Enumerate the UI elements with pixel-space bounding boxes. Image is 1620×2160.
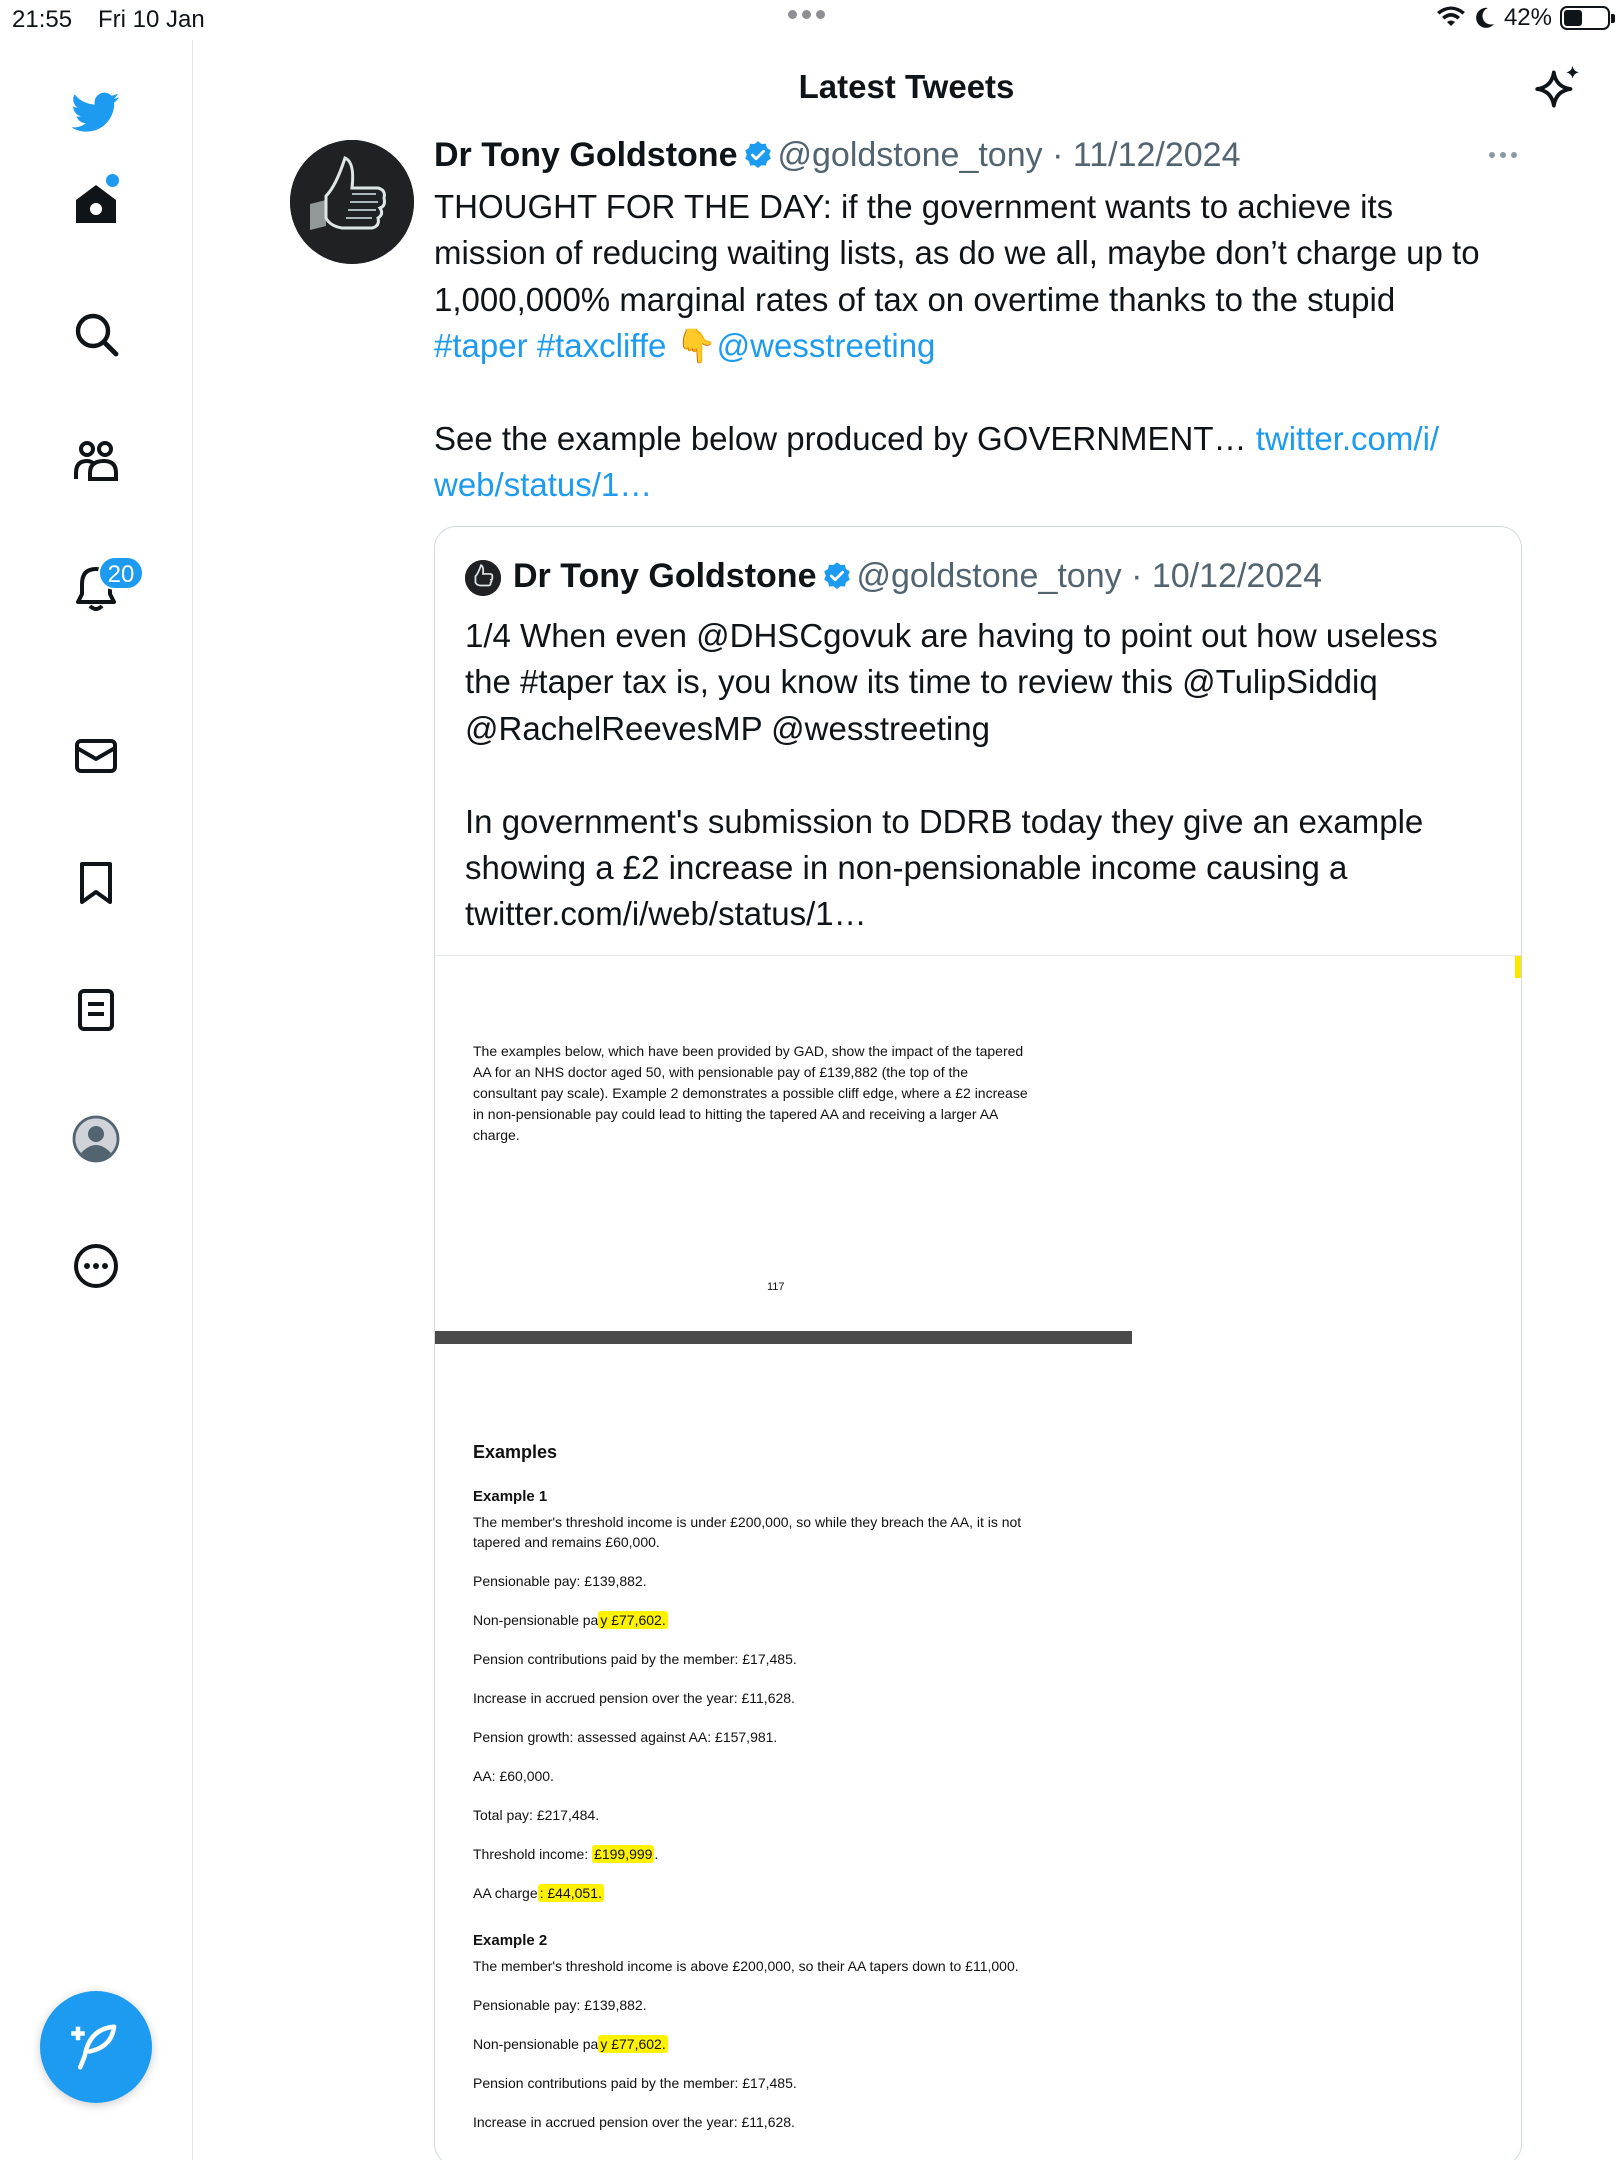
status-link[interactable]: twitter.com/i/ (1255, 420, 1440, 458)
quote-date: 10/12/2024 (1151, 557, 1323, 595)
quote-line: 1/4 When even @DHSCgovuk are having to point out how useless (465, 617, 1438, 654)
page-title: Latest Tweets (798, 68, 1015, 105)
doc-line (473, 1844, 658, 1864)
multitasking-dots-icon[interactable] (788, 10, 825, 19)
status-link[interactable]: web/status/1… (434, 466, 653, 504)
doc-line (473, 2034, 668, 2054)
sidebar-item-more[interactable] (68, 1238, 124, 1294)
quote-header (513, 557, 1322, 596)
highlighted-value: y £77,602. (600, 2036, 666, 2052)
sidebar-item-explore[interactable] (68, 306, 124, 362)
doc-text: Threshold income: (473, 1846, 593, 1862)
hashtag-link[interactable]: #taper (434, 327, 528, 365)
tweet-line (434, 323, 1534, 369)
document-screenshot-image[interactable] (435, 955, 1522, 2160)
tweet-line: THOUGHT FOR THE DAY: if the government wants to achieve its (434, 188, 1394, 225)
list-icon (72, 986, 120, 1034)
doc-line: Pension contributions paid by the member: £17,485. (473, 1651, 797, 1667)
quote-author-name: Dr Tony Goldstone (513, 557, 817, 595)
highlighted-value: £199,999 (594, 1846, 653, 1862)
twitter-logo-icon[interactable] (68, 84, 124, 140)
doc-line: Pension growth: assessed against AA: £157,981. (473, 1729, 778, 1745)
author-avatar[interactable] (290, 140, 414, 264)
sparkle-icon[interactable] (1533, 64, 1583, 114)
quote-blank-line (465, 752, 1505, 798)
highlighted-value: : £44,051. (539, 1885, 602, 1901)
avatar-icon (72, 1115, 120, 1163)
document-intro-paragraph (473, 1041, 1113, 1146)
doc-line: charge. (473, 1127, 520, 1143)
doc-line: Total pay: £217,484. (473, 1807, 600, 1823)
sidebar-item-messages[interactable] (68, 728, 124, 784)
highlight-mark (1515, 956, 1521, 978)
verified-badge-icon (822, 561, 852, 591)
quote-line: twitter.com/i/web/status/1… (465, 895, 867, 933)
tweet-line-text: See the example below produced by GOVERNMENT… (434, 420, 1256, 458)
page-divider (435, 1331, 1132, 1344)
doc-line (473, 1610, 668, 1630)
author-handle[interactable]: @goldstone_tony (777, 136, 1043, 174)
doc-line: in non-pensionable pay could lead to hitting the tapered AA and receiving a larger AA (473, 1106, 999, 1122)
status-date: Fri 10 Jan (98, 6, 205, 33)
quote-line: showing a £2 increase in non-pensionable income causing a (465, 849, 1348, 887)
compose-feather-icon (69, 2020, 123, 2074)
status-time: 21:55 (12, 6, 73, 33)
mention-link[interactable]: @wesstreeting (716, 327, 936, 365)
author-name[interactable]: Dr Tony Goldstone (434, 136, 738, 174)
envelope-icon (72, 732, 120, 780)
tweet-line: 1,000,000% marginal rates of tax on overtime thanks to the stupid (434, 280, 1396, 318)
doc-line: Pensionable pay: £139,882. (473, 1573, 647, 1589)
quote-line: the #taper tax is, you know its time to review this @TulipSiddiq (465, 663, 1378, 701)
doc-line: AA for an NHS doctor aged 50, with pensionable pay of £139,882 (the top of the (473, 1064, 969, 1080)
home-new-dot (106, 174, 119, 187)
doc-line: tapered and remains £60,000. (473, 1534, 660, 1550)
pointing-down-emoji: 👇 (675, 327, 717, 365)
doc-line: Pensionable pay: £139,882. (473, 1997, 647, 2013)
search-icon (72, 310, 120, 358)
battery-percentage: 42% (1503, 4, 1552, 31)
doc-line (473, 1883, 604, 1903)
hashtag-link[interactable]: #taxcliffe (536, 327, 667, 365)
tweet-date[interactable]: 11/12/2024 (1072, 136, 1241, 174)
page-number: 117 (767, 1281, 785, 1293)
status-indicators (1436, 4, 1610, 32)
more-circle-icon (72, 1242, 120, 1290)
quote-author-avatar (465, 560, 501, 596)
header-separator: · (1042, 136, 1073, 174)
sidebar-item-communities[interactable] (68, 433, 124, 489)
quote-line: In government's submission to DDRB today they give an example (465, 802, 1424, 840)
notification-count-badge: 20 (98, 556, 144, 590)
more-options-icon[interactable] (1489, 152, 1517, 158)
doc-subheading: Example 1 (473, 1488, 548, 1505)
battery-icon (1560, 6, 1610, 30)
sidebar-item-profile[interactable] (68, 1111, 124, 1167)
tweet-line (434, 462, 1534, 508)
doc-line: The examples below, which have been provided by GAD, show the impact of the tapered (473, 1043, 1024, 1059)
quote-text (465, 613, 1505, 938)
doc-text: AA charge (473, 1885, 538, 1901)
compose-tweet-button[interactable] (40, 1991, 152, 2103)
sidebar-item-lists[interactable] (68, 982, 124, 1038)
header-separator: · (1121, 557, 1152, 595)
moon-icon (1474, 6, 1496, 30)
doc-subheading: Example 2 (473, 1932, 548, 1949)
thumbs-up-xray-icon (290, 140, 414, 264)
quoted-tweet[interactable] (434, 526, 1522, 2160)
doc-line: The member's threshold income is under £200,000, so while they breach the AA, it is not (473, 1514, 1022, 1530)
doc-text: Non-pensionable pa (473, 1612, 599, 1628)
sidebar-nav (0, 40, 193, 2160)
bookmark-icon (72, 859, 120, 907)
doc-line: Increase in accrued pension over the year: £11,628. (473, 1690, 795, 1706)
tweet-blank-line (434, 370, 1534, 416)
tweet-line: mission of reducing waiting lists, as do we all, maybe don’t charge up to (434, 234, 1480, 272)
doc-line: consultant pay scale). Example 2 demonstrates a possible cliff edge, where a £2 increase (473, 1085, 1028, 1101)
doc-line: Increase in accrued pension over the year: £11,628. (473, 2114, 795, 2130)
doc-line: AA: £60,000. (473, 1768, 554, 1784)
thumbs-up-xray-icon (465, 560, 501, 596)
doc-heading: Examples (473, 1442, 558, 1462)
tweet-text (434, 184, 1534, 509)
doc-line: Pension contributions paid by the member: £17,485. (473, 2075, 797, 2091)
quote-author-handle: @goldstone_tony (856, 557, 1122, 595)
home-icon (72, 180, 120, 228)
communities-icon (72, 437, 120, 485)
doc-text: . (654, 1846, 659, 1862)
status-bar (0, 0, 1620, 40)
sidebar-item-bookmarks[interactable] (68, 855, 124, 911)
verified-badge-icon (743, 140, 773, 170)
quote-line: @RachelReevesMP @wesstreeting (465, 709, 990, 747)
wifi-icon (1436, 6, 1466, 30)
highlighted-value: y £77,602. (600, 1612, 666, 1628)
doc-text: Non-pensionable pa (473, 2036, 599, 2052)
tweet-line (434, 416, 1534, 462)
doc-line: The member's threshold income is above £200,000, so their AA tapers down to £11,000. (473, 1958, 1019, 1974)
tweet-header (434, 136, 1241, 175)
